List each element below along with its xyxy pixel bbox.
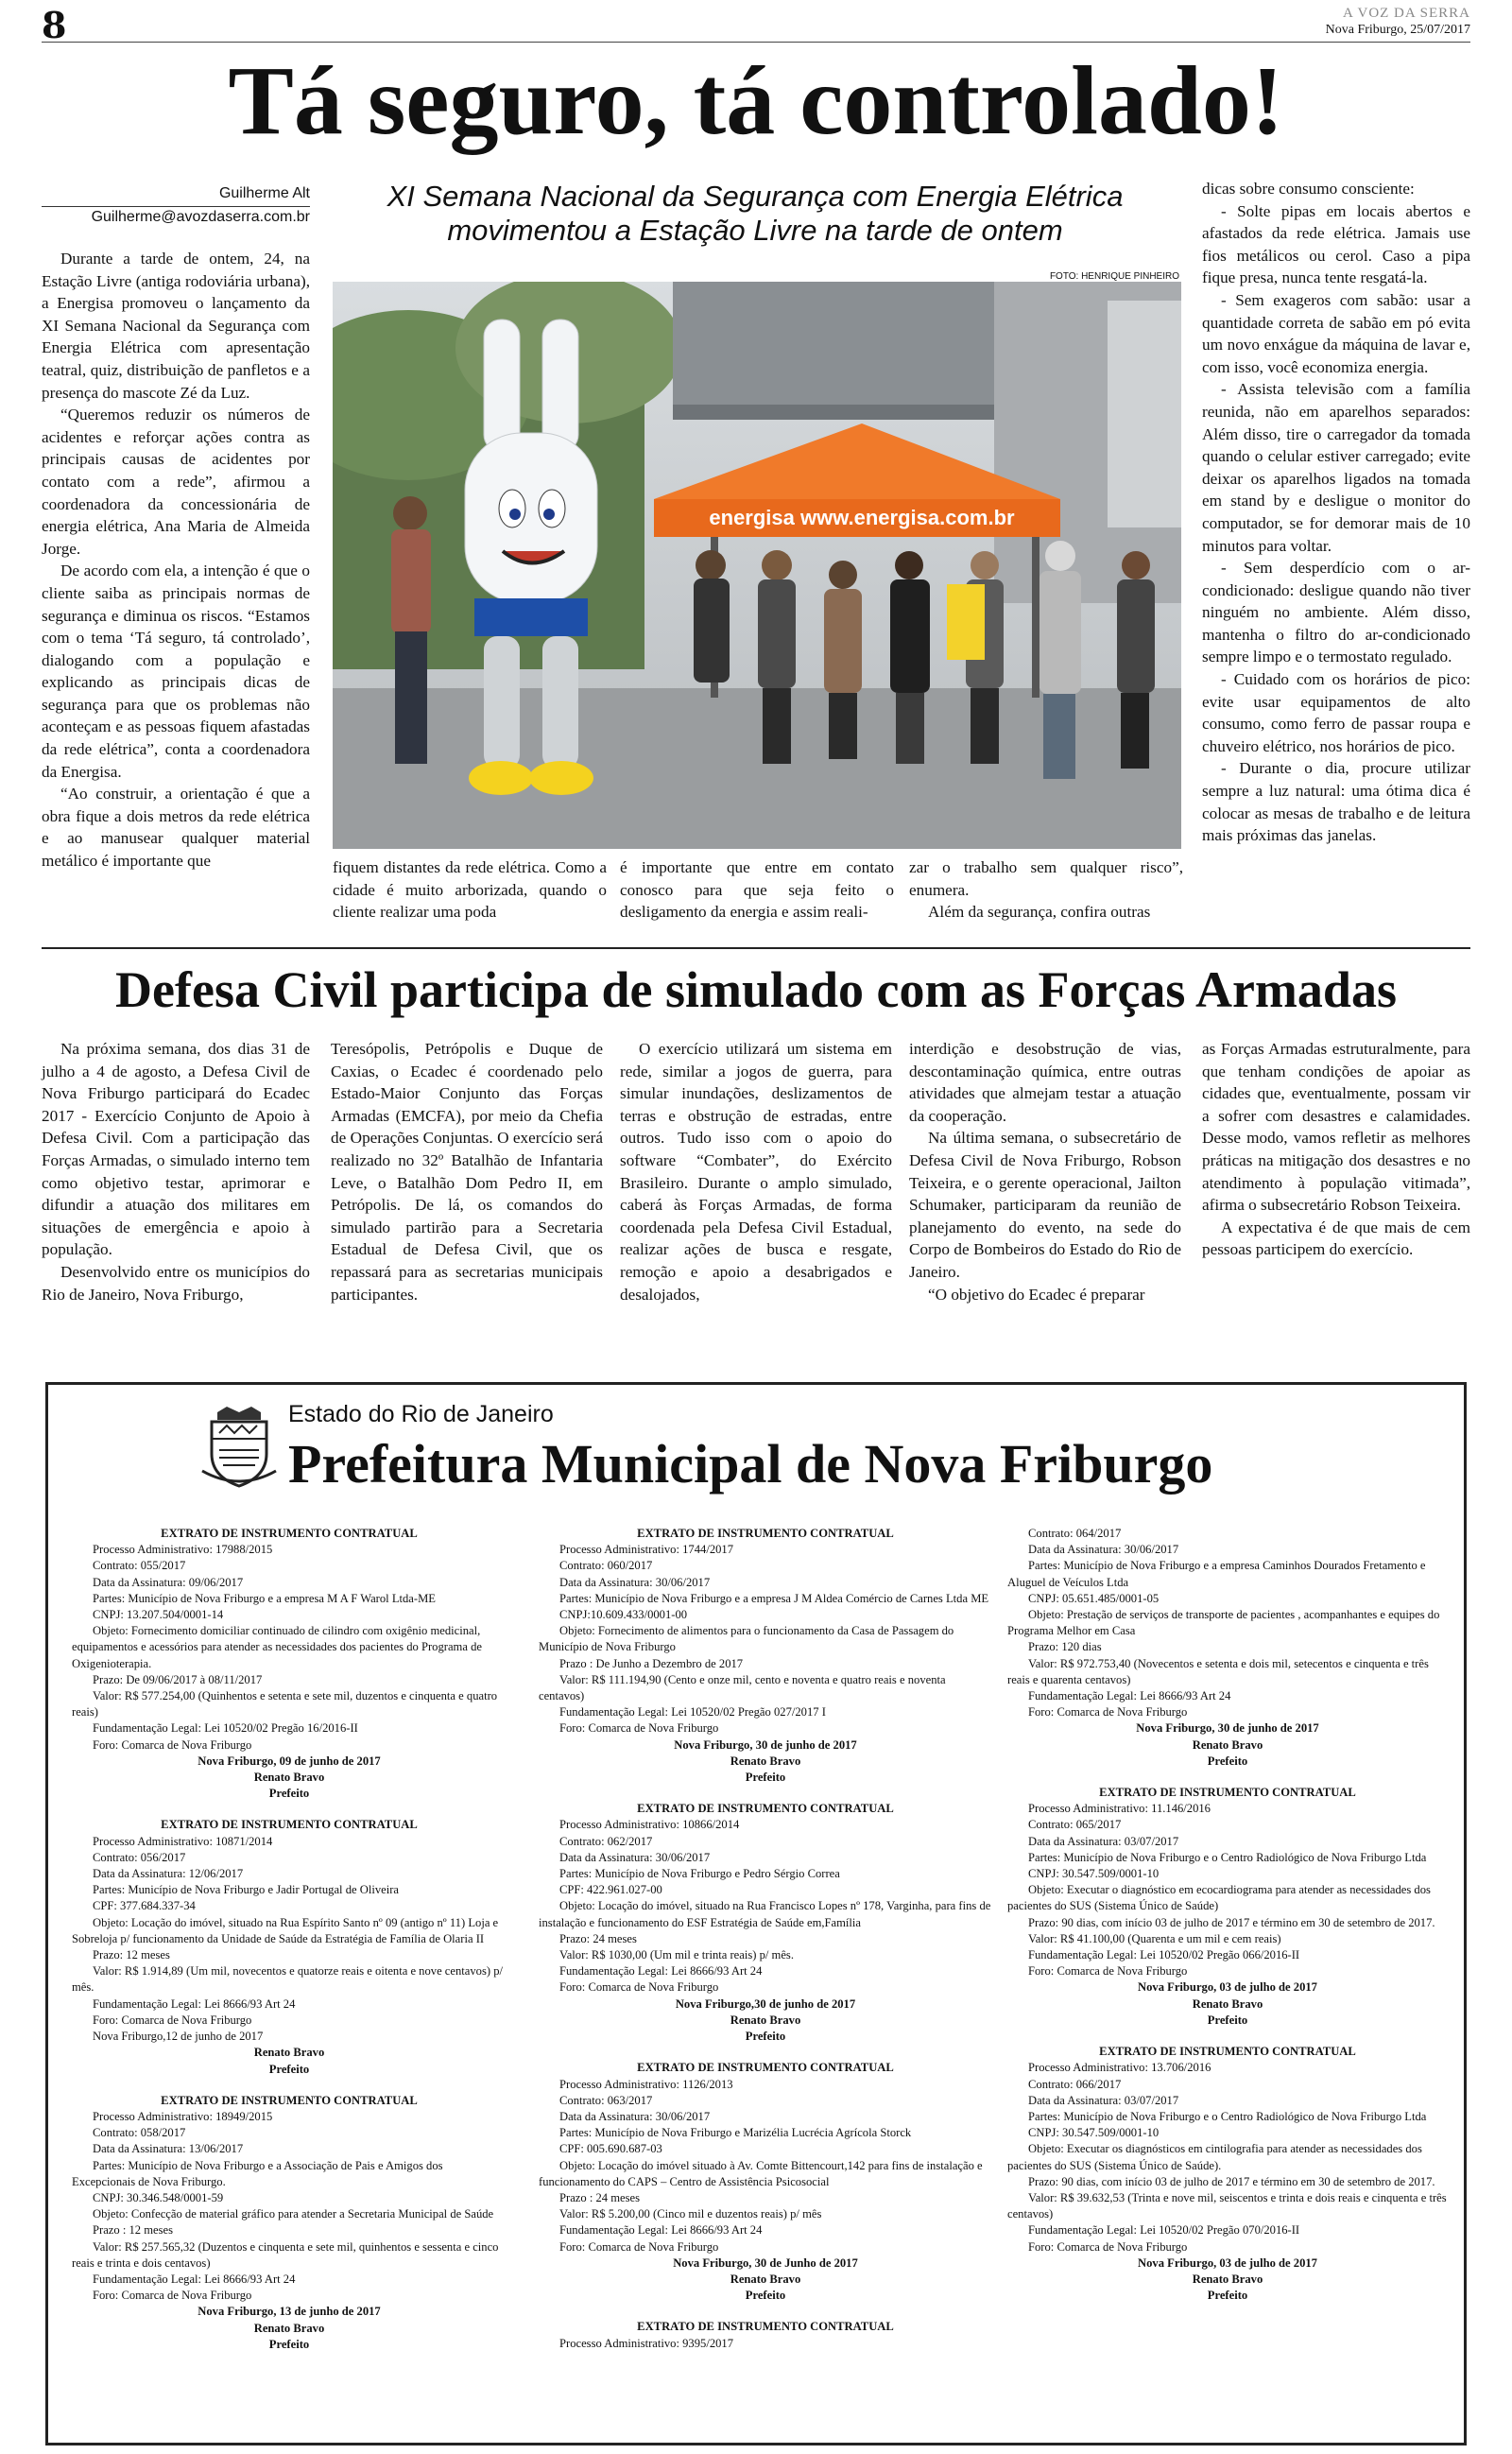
extract-heading: EXTRATO DE INSTRUMENTO CONTRATUAL: [161, 2093, 418, 2107]
extract-line: Foro: Comarca de Nova Friburgo: [559, 2239, 719, 2254]
extract-line: Data da Assinatura: 03/07/2017: [1028, 1834, 1179, 1848]
extract-line: Foro: Comarca de Nova Friburgo: [1028, 1705, 1188, 1720]
extract-date: Nova Friburgo, 30 de junho de 2017: [1136, 1721, 1319, 1736]
extract-line: Nova Friburgo,12 de junho de 2017: [93, 2030, 264, 2044]
extract-line: Partes: Município de Nova Friburgo e o Centro Radiológico de Nova Friburgo Ltda: [1028, 2109, 1427, 2123]
extract-line: Prazo: 90 dias, com início 03 de julho de 2017 e término em 30 de setembro de 2017.: [1028, 1915, 1435, 1929]
extract-line: Data da Assinatura: 03/07/2017: [1028, 2093, 1179, 2107]
extract-line: Prazo: 24 meses: [559, 1931, 637, 1945]
extract-line: CNPJ: 30.346.548/0001-59: [93, 2190, 224, 2204]
extract-line: Fundamentação Legal: Lei 8666/93 Art 24: [93, 1996, 296, 2011]
section-rule: [42, 947, 1470, 949]
extract-line: Contrato: 063/2017: [559, 2093, 653, 2107]
extract-line: Processo Administrativo: 1744/2017: [559, 1543, 734, 1557]
page-number: 8: [42, 4, 67, 46]
extract-line: CNPJ: 30.547.509/0001-10: [1028, 1867, 1160, 1881]
tip: - Solte pipas em locais abertos e afastados da rede elétrica. Jamais use fios metálicos ou cerol. Caso a pipa fique presa, nunca tente resgatá-la.: [1202, 201, 1470, 287]
paragraph: zar o trabalho sem qualquer risco”, enumera.: [909, 858, 1183, 899]
extract-line: Partes: Município de Nova Friburgo e a empresa Caminhos Dourados Fretamento e Aluguel de Veículos Ltda: [1007, 1559, 1426, 1589]
paragraph: é importante que entre em contato conosco para que seja feito o desligamento da energia e assim reali-: [620, 858, 894, 922]
extract-signer: Renato Bravo: [730, 2272, 801, 2286]
contract-extract: [539, 1801, 992, 2045]
extract-line: Partes: Município de Nova Friburgo e Pedro Sérgio Correa: [559, 1867, 840, 1881]
paragraph: dicas sobre consumo consciente:: [1202, 180, 1415, 198]
photo-illustration: [333, 282, 1181, 849]
extract-line: Contrato: 062/2017: [559, 1834, 653, 1848]
extract-line: Prazo : 24 meses: [559, 2190, 640, 2204]
extract-heading: EXTRATO DE INSTRUMENTO CONTRATUAL: [161, 1527, 418, 1540]
extract-line: Prazo: 90 dias, com início 03 de julho de 2017 e término em 30 de setembro de 2017.: [1028, 2174, 1435, 2188]
extract-line: CPF: 377.684.337-34: [93, 1899, 196, 1913]
extract-line: Fundamentação Legal: Lei 10520/02 Pregão 066/2016-II: [1028, 1948, 1300, 1962]
extract-line: Prazo: 12 meses: [93, 1948, 170, 1962]
extract-role: Prefeito: [1207, 2289, 1248, 2303]
tip: - Sem desperdício com o ar-condicionado: desligue quando não tiver ninguém no ambiente. Além disso, mantenha o filtro do ar-condicionado sempre limpo e o termostato regulado.: [1202, 559, 1470, 666]
extract-signer: Renato Bravo: [1192, 1737, 1263, 1752]
extract-line: Objeto: Fornecimento domiciliar continuado de cilindro com oxigênio medicinal, equipamentos e acessórios para atender as necessidades dos pacientes do Programa de Oxigenioterapia.: [72, 1624, 482, 1670]
masthead: [1326, 6, 1470, 38]
extract-line: Valor: R$ 257.565,32 (Duzentos e cinquenta e sete mil, quinhentos e sessenta e cinco reais e trinta e dois centavos): [72, 2239, 499, 2270]
extract-line: Fundamentação Legal: Lei 8666/93 Art 24: [559, 2223, 763, 2238]
notice-column-2: [539, 1526, 992, 2367]
contract-extract: [1007, 2044, 1448, 2304]
extract-signer: Renato Bravo: [1192, 1996, 1263, 2011]
extract-heading: EXTRATO DE INSTRUMENTO CONTRATUAL: [637, 1527, 894, 1540]
contract-extract: [1007, 1526, 1448, 1770]
extract-line: Data da Assinatura: 30/06/2017: [559, 1575, 711, 1589]
extract-line: Contrato: 066/2017: [1028, 2077, 1122, 2091]
extract-date: Nova Friburgo,30 de junho de 2017: [675, 1996, 856, 2011]
contract-extract: [72, 1526, 507, 1802]
extract-line: Foro: Comarca de Nova Friburgo: [559, 1721, 719, 1736]
author-email[interactable]: Guilherme@avozdaserra.com.br: [91, 209, 310, 225]
coat-of-arms-icon: [198, 1405, 280, 1492]
extract-line: Valor: R$ 972.753,40 (Novecentos e setenta e dois mil, setecentos e cinquenta e três reais e quarenta centavos): [1007, 1656, 1429, 1686]
extract-line: Data da Assinatura: 30/06/2017: [559, 1850, 711, 1864]
extract-line: Valor: R$ 1.914,89 (Um mil, novecentos e quatorze reais e oitenta e nove centavos) p/ mês.: [72, 1964, 504, 1995]
extract-line: Data da Assinatura: 13/06/2017: [93, 2142, 244, 2156]
state-name: Estado do Rio de Janeiro: [288, 1401, 554, 1427]
extract-line: Foro: Comarca de Nova Friburgo: [559, 1980, 719, 1995]
paragraph: Na última semana, o subsecretário de Defesa Civil de Nova Friburgo, Robson Teixeira, e o gerente operacional, Jailton Schumaker, participaram da reunião de planejamento do evento, na sede do Corpo de Bombeiros do Estado do Rio de Janeiro.: [909, 1129, 1181, 1281]
extract-role: Prefeito: [745, 2289, 786, 2303]
extract-line: Partes: Município de Nova Friburgo e Jadir Portugal de Oliveira: [93, 1883, 399, 1897]
contract-extract: [72, 2093, 507, 2353]
byline: [42, 183, 310, 228]
extract-line: Processo Administrativo: 18949/2015: [93, 2109, 273, 2123]
extract-line: Objeto: Confecção de material gráfico para atender a Secretaria Municipal de Saúde: [93, 2207, 494, 2221]
extract-signer: Renato Bravo: [253, 2321, 325, 2335]
extract-line: Objeto: Locação do imóvel, situado na Rua Francisco Lopes nº 178, Varginha, para fins de instalação e funcionamento do ESF Estratégia de Saúde em,Família: [539, 1899, 991, 1929]
article2-column-4: [909, 1038, 1181, 1305]
extract-line: CNPJ: 13.207.504/0001-14: [93, 1608, 224, 1622]
extract-line: CNPJ: 05.651.485/0001-05: [1028, 1591, 1160, 1605]
paragraph: as Forças Armadas estruturalmente, para que tenham condições de apoiar as cidades que, eventualmente, possam vir a sofrer com desastres e calamidades. Desse modo, vamos refletir as melhores práticas na mitigação dos desastres e no atendimento à população vitimada”, afirma o subsecretário Robson Teixeira.: [1202, 1040, 1470, 1215]
date-line: Nova Friburgo, 25/07/2017: [1325, 23, 1470, 37]
extract-line: Valor: R$ 39.632,53 (Trinta e nove mil, seiscentos e trinta e dois reais e cinquenta e três centavos): [1007, 2190, 1447, 2221]
extract-line: Valor: R$ 577.254,00 (Quinhentos e setenta e sete mil, duzentos e cinquenta e quatro reais): [72, 1689, 498, 1720]
extract-line: Fundamentação Legal: Lei 10520/02 Pregão 070/2016-II: [1028, 2223, 1300, 2238]
extract-heading: EXTRATO DE INSTRUMENTO CONTRATUAL: [637, 1802, 894, 1816]
paragraph: interdição e desobstrução de vias, descontaminação química, entre outras atividades que almejam testar a atuação da cooperação.: [909, 1040, 1181, 1125]
contract-extract: [539, 2060, 992, 2304]
extract-line: Objeto: Executar os diagnósticos em cintilografia para atender as necessidades dos pacientes do SUS (Sistema Único de Saúde).: [1007, 2142, 1422, 2172]
article2-column-5: [1202, 1038, 1470, 1261]
extract-line: Contrato: 065/2017: [1028, 1818, 1122, 1832]
extract-role: Prefeito: [745, 2030, 786, 2044]
extract-line: Foro: Comarca de Nova Friburgo: [93, 2289, 252, 2303]
tip: - Sem exageros com sabão: usar a quantidade correta de sabão em pó evita um novo enxágue da máquina de lavar e, com isso, você economiza energia.: [1202, 290, 1470, 376]
author-name: Guilherme Alt: [218, 185, 310, 201]
notice-title: Prefeitura Municipal de Nova Friburgo: [288, 1433, 1213, 1495]
extract-heading: EXTRATO DE INSTRUMENTO CONTRATUAL: [1099, 2045, 1356, 2059]
extract-line: Fundamentação Legal: Lei 10520/02 Pregão 027/2017 I: [559, 1705, 826, 1720]
extract-line: CPF: 422.961.027-00: [559, 1883, 662, 1897]
extract-heading: EXTRATO DE INSTRUMENTO CONTRATUAL: [637, 2061, 894, 2075]
tip: - Durante o dia, procure utilizar sempre a luz natural: uma ótima dica é colocar as mesas de trabalho e de leitura mais próximas das janelas.: [1202, 759, 1470, 845]
extract-signer: Renato Bravo: [253, 1771, 325, 1785]
contract-extract: [539, 1526, 992, 1786]
article-subheadline: [331, 180, 1179, 248]
paragraph: “O objetivo do Ecadec é preparar: [928, 1285, 1145, 1304]
article1-column-5: [1202, 178, 1470, 847]
extract-heading: EXTRATO DE INSTRUMENTO CONTRATUAL: [161, 1818, 418, 1832]
notice-column-1: [72, 1526, 507, 2368]
extract-line: Contrato: 060/2017: [559, 1559, 653, 1573]
extract-line: Valor: R$ 111.194,90 (Cento e onze mil, cento e noventa e quatro reais e noventa centavos): [539, 1672, 946, 1703]
extract-signer: Renato Bravo: [730, 2013, 801, 2027]
tip: - Cuidado com os horários de pico: evite usar equipamentos de alto consumo, como ferro de passar roupa e chuveiro elétrico, nos horários de pico.: [1202, 670, 1470, 755]
paragraph: O exercício utilizará um sistema em rede, similar a jogos de guerra, para simular inundações, deslizamentos de terras e obstrução de estradas, entre outros. Tudo isso com o apoio do software “Combater”, do Exército Brasileiro. Durante o amplo simulado, caberá às Forças Armadas, de forma coordenada pela Defesa Civil Estadual, realizar ações de busca e resgate, remoção e apoio a desabrigados e desalojados,: [620, 1040, 892, 1304]
extract-line: Prazo : De Junho a Dezembro de 2017: [559, 1656, 744, 1670]
extract-line: Prazo : 12 meses: [93, 2223, 173, 2238]
extract-line: Prazo: 120 dias: [1028, 1640, 1102, 1654]
extract-line: Processo Administrativo: 13.706/2016: [1028, 2061, 1211, 2075]
paragraph: “Ao construir, a orientação é que a obra fique a dois metros da rede elétrica e ao manusear qualquer material metálico é importante que: [42, 785, 310, 871]
extract-line: CPF: 005.690.687-03: [559, 2142, 662, 2156]
extract-line: Foro: Comarca de Nova Friburgo: [1028, 1964, 1188, 1979]
contract-extract: [72, 1817, 507, 2077]
extract-date: Nova Friburgo, 03 de julho de 2017: [1138, 2255, 1317, 2270]
paragraph: Teresópolis, Petrópolis e Duque de Caxias, o Ecadec é coordenado pelo Estado-Maior Conjunto das Forças Armadas (EMCFA), por meio da Chefia de Operações Conjuntas. O exercício será realizado no 32º Batalhão de Infantaria Leve, o Batalhão Dom Pedro II, em Petrópolis. De lá, os comandos do simulado partirão para a Secretaria Estadual de Defesa Civil, que os repassará para as secretarias municipais participantes.: [331, 1040, 603, 1304]
extract-date: Nova Friburgo, 30 de Junho de 2017: [673, 2255, 858, 2270]
extract-line: Foro: Comarca de Nova Friburgo: [93, 1737, 252, 1752]
extract-date: Nova Friburgo, 09 de junho de 2017: [198, 1754, 381, 1768]
extract-line: Objeto: Prestação de serviços de transporte de pacientes , acompanhantes e equipes do Programa Melhor em Casa: [1007, 1608, 1440, 1638]
extract-role: Prefeito: [1207, 2013, 1248, 2027]
paragraph: Desenvolvido entre os municípios do Rio de Janeiro, Nova Friburgo,: [42, 1262, 310, 1304]
extract-line: Data da Assinatura: 12/06/2017: [93, 1867, 244, 1881]
extract-line: Partes: Município de Nova Friburgo e o Centro Radiológico de Nova Friburgo Ltda: [1028, 1850, 1427, 1864]
extract-line: Fundamentação Legal: Lei 8666/93 Art 24: [559, 1964, 763, 1979]
paragraph: fiquem distantes da rede elétrica. Como a cidade é muito arborizada, quando o cliente realizar uma poda: [333, 858, 607, 922]
subheadline-line: movimentou a Estação Livre na tarde de ontem: [447, 214, 1063, 247]
article1-column-2: [333, 856, 607, 924]
extract-line: Valor: R$ 41.100,00 (Quarenta e um mil e cem reais): [1028, 1931, 1281, 1945]
extract-heading: EXTRATO DE INSTRUMENTO CONTRATUAL: [637, 2320, 894, 2334]
extract-line: Contrato: 056/2017: [93, 1850, 186, 1864]
extract-heading: EXTRATO DE INSTRUMENTO CONTRATUAL: [1099, 1786, 1356, 1800]
article2-column-3: [620, 1038, 892, 1305]
extract-line: Prazo: De 09/06/2017 à 08/11/2017: [93, 1672, 263, 1686]
extract-signer: Renato Bravo: [253, 2046, 325, 2060]
extract-line: CNPJ:10.609.433/0001-00: [559, 1608, 688, 1622]
extract-line: Fundamentação Legal: Lei 8666/93 Art 24: [93, 2272, 296, 2286]
contract-extract: [1007, 1785, 1448, 2029]
article1-column-1: [42, 248, 310, 873]
extract-line: Partes: Município de Nova Friburgo e Marizélia Lucrécia Agrícola Storck: [559, 2126, 912, 2140]
extract-date: Nova Friburgo, 30 de junho de 2017: [674, 1737, 857, 1752]
extract-line: Valor: R$ 1030,00 (Um mil e trinta reais) p/ mês.: [559, 1948, 794, 1962]
paper-name: A VOZ DA SERRA: [1343, 6, 1470, 21]
article2-column-1: [42, 1038, 310, 1305]
tip: - Assista televisão com a família reunida, não em aparelhos separados: Além disso, tire o carregador da tomada quando o celular estiver carregado; evite deixar os aparelhos ligados na tomada em stand by e desligue o monitor do computador, se for demorar mais de 10 minutos para voltar.: [1202, 380, 1470, 555]
article-photo: [333, 282, 1181, 849]
extract-line: Processo Administrativo: 10871/2014: [93, 1834, 273, 1848]
extract-line: Processo Administrativo: 9395/2017: [559, 2336, 734, 2350]
paragraph: Durante a tarde de ontem, 24, na Estação Livre (antiga rodoviária urbana), a Energisa promoveu o lançamento da XI Semana Nacional da Segurança com Energia Elétrica com apresentação teatral, quiz, distribuição de panfletos e a presença do mascote Zé da Luz.: [42, 250, 310, 402]
extract-line: Partes: Município de Nova Friburgo e a empresa J M Aldea Comércio de Carnes Ltda ME: [559, 1591, 989, 1605]
article-headline: Tá seguro, tá controlado!: [228, 46, 1284, 155]
extract-signer: Renato Bravo: [1192, 2272, 1263, 2286]
extract-line: Valor: R$ 5.200,00 (Cinco mil e duzentos reais) p/ mês: [559, 2207, 822, 2221]
extract-line: Partes: Município de Nova Friburgo e a Associação de Pais e Amigos dos Excepcionais de Nova Friburgo.: [72, 2158, 443, 2188]
extract-line: Fundamentação Legal: Lei 8666/93 Art 24: [1028, 1689, 1231, 1703]
article2-headline: Defesa Civil participa de simulado com as Forças Armadas: [115, 961, 1397, 1018]
extract-line: CNPJ: 30.547.509/0001-10: [1028, 2126, 1160, 2140]
extract-role: Prefeito: [268, 2062, 310, 2076]
extract-line: Processo Administrativo: 17988/2015: [93, 1543, 273, 1557]
extract-line: Processo Administrativo: 11.146/2016: [1028, 1802, 1211, 1816]
subheadline-line: XI Semana Nacional da Segurança com Energia Elétrica: [387, 180, 1124, 213]
extract-signer: Renato Bravo: [730, 1754, 801, 1768]
extract-line: Processo Administrativo: 10866/2014: [559, 1818, 740, 1832]
contract-extract: [539, 2319, 992, 2351]
notice-column-3: [1007, 1526, 1448, 2319]
extract-date: Nova Friburgo, 13 de junho de 2017: [198, 2305, 381, 2319]
extract-line: Contrato: 058/2017: [93, 2126, 186, 2140]
extract-role: Prefeito: [268, 1787, 310, 1801]
extract-line: Partes: Município de Nova Friburgo e a empresa M A F Warol Ltda-ME: [93, 1591, 436, 1605]
paragraph: “Queremos reduzir os números de acidentes e reforçar ações contra as principais causas de acidentes por contato com a rede”, afirmou a coordenadora da concessionária de energia elétrica, Ana Maria de Almeida Jorge.: [42, 406, 310, 558]
paragraph: De acordo com ela, a intenção é que o cliente saiba as principais normas de segurança e diminua os riscos. “Estamos com o tema ‘Tá seguro, tá controlado’, dialogando com a população e explicando as principais dicas de segurança para que os problemas não aconteçam e as pessoas fiquem afastadas da rede elétrica”, conta a coordenadora da Energisa.: [42, 562, 310, 781]
article1-column-4: [909, 856, 1183, 924]
paragraph: A expectativa é de que mais de cem pessoas participem do exercício.: [1202, 1218, 1470, 1259]
extract-line: Fundamentação Legal: Lei 10520/02 Pregão 16/2016-II: [93, 1721, 358, 1736]
extract-line: Objeto: Locação do imóvel situado à Av. Comte Bittencourt,142 para fins de instalação e funcionamento do CAPS – Centro de Assistência Psicosocial: [539, 2158, 983, 2188]
extract-line: Foro: Comarca de Nova Friburgo: [93, 2013, 252, 2027]
extract-role: Prefeito: [745, 1771, 786, 1785]
extract-line: Contrato: 064/2017: [1028, 1527, 1122, 1540]
extract-line: Processo Administrativo: 1126/2013: [559, 2077, 733, 2091]
paragraph: Na próxima semana, dos dias 31 de julho a 4 de agosto, a Defesa Civil de Nova Friburgo participará do Ecadec 2017 - Exercício Conjunto de Apoio à Defesa Civil. Com a participação das Forças Armadas, o simulado interno tem como objetivo testar, aprimorar e difundir a atuação dos militares em situações de emergência e apoio à população.: [42, 1040, 310, 1259]
extract-line: Data da Assinatura: 30/06/2017: [1028, 1543, 1179, 1557]
article1-column-3: [620, 856, 894, 924]
extract-line: Foro: Comarca de Nova Friburgo: [1028, 2239, 1188, 2254]
extract-line: Contrato: 055/2017: [93, 1559, 186, 1573]
extract-line: Objeto: Executar o diagnóstico em ecocardiograma para atender as necessidades dos pacientes do SUS (Sistema Único de Saúde): [1007, 1883, 1431, 1913]
article2-column-2: [331, 1038, 603, 1305]
paragraph: Além da segurança, confira outras: [928, 903, 1151, 922]
tent-sign: energisa www.energisa.com.br: [709, 506, 1015, 529]
extract-line: Objeto: Locação do imóvel, situado na Rua Espírito Santo nº 09 (antigo nº 11) Loja e Sobreloja p/ funcionamento da Unidade de Saúde da Estratégia de Família de Olaria II: [72, 1915, 499, 1945]
photo-credit: FOTO: HENRIQUE PINHEIRO: [1049, 271, 1179, 282]
header-rule: [42, 42, 1470, 43]
extract-line: Data da Assinatura: 30/06/2017: [559, 2109, 711, 2123]
extract-role: Prefeito: [268, 2337, 310, 2351]
extract-line: Data da Assinatura: 09/06/2017: [93, 1575, 244, 1589]
extract-line: Objeto: Fornecimento de alimentos para o funcionamento da Casa de Passagem do Município de Nova Friburgo: [539, 1624, 954, 1654]
extract-role: Prefeito: [1207, 1754, 1248, 1768]
extract-date: Nova Friburgo, 03 de julho de 2017: [1138, 1980, 1317, 1995]
